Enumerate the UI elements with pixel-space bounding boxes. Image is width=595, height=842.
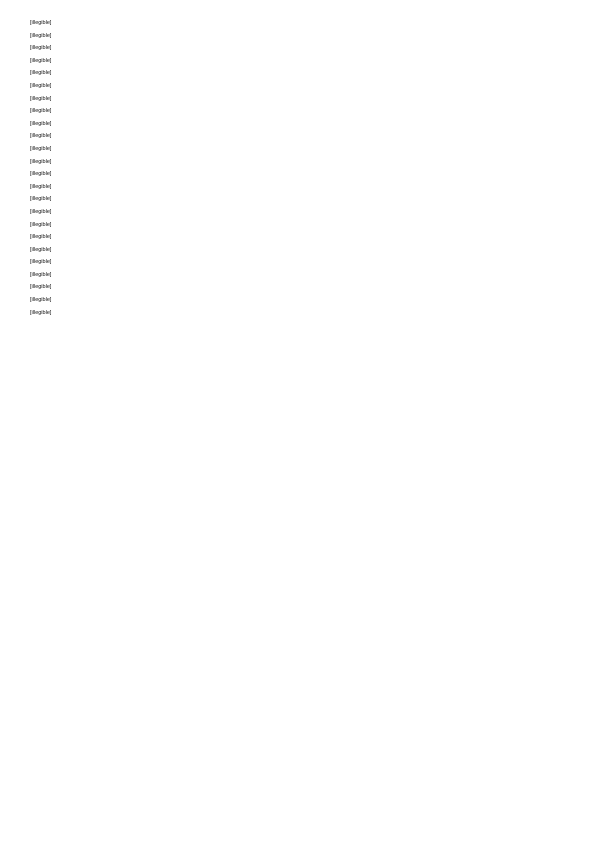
- list-item: [illegible]: [30, 32, 52, 39]
- list-item: [illegible]: [30, 45, 52, 52]
- section-paragraph-3-15: [illegible]: [30, 309, 52, 316]
- list-item: [illegible]: [30, 196, 52, 203]
- body-paragraph: [illegible]: [30, 108, 52, 115]
- list-item: [illegible]: [30, 82, 52, 89]
- list-item: [illegible]: [30, 145, 52, 152]
- section-paragraph-3-14: [illegible]: [30, 297, 52, 304]
- body-paragraph: [illegible]: [30, 271, 52, 278]
- section-heading-3-11: [illegible]: [30, 120, 52, 127]
- body-paragraph: [illegible]: [30, 95, 52, 102]
- list-item: [illegible]: [30, 57, 52, 64]
- section-paragraph-3-12: [illegible]: [30, 234, 52, 241]
- list-item: [illegible]: [30, 208, 52, 215]
- list-item: [illegible]: [30, 171, 52, 178]
- section-paragraph-3-13: [illegible]: [30, 259, 52, 266]
- body-paragraph: [illegible]: [30, 284, 52, 291]
- list-item: [illegible]: [30, 221, 52, 228]
- list-item: [illegible]: [30, 70, 52, 77]
- list-item: [illegible]: [30, 158, 52, 165]
- body-paragraph: [illegible]: [30, 246, 52, 253]
- list-item: [illegible]: [30, 183, 52, 190]
- section-heading-3-10: [illegible]: [30, 20, 52, 26]
- list-item: [illegible]: [30, 133, 52, 140]
